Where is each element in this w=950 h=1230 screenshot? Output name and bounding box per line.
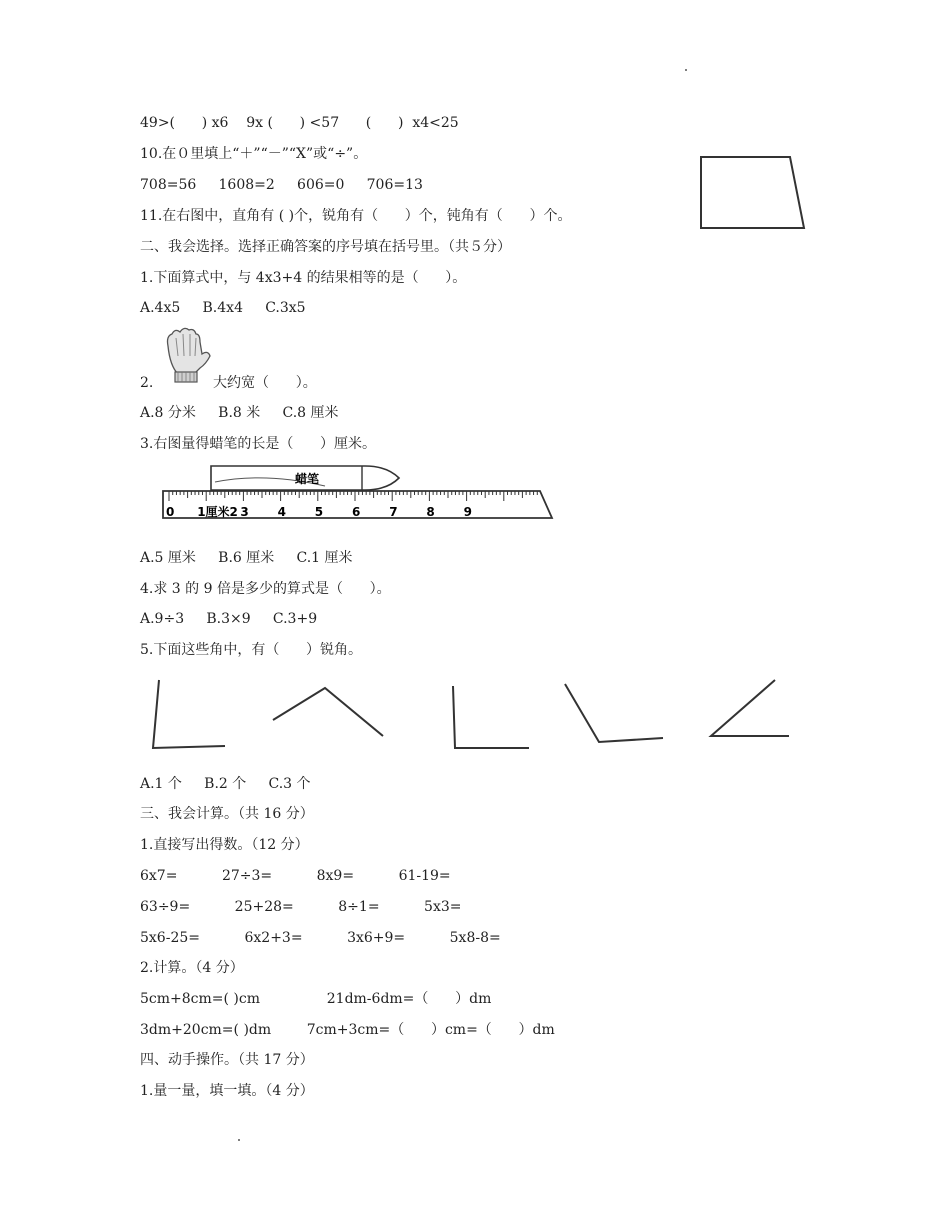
- section-heading: 三、我会计算。（共 16 分）: [140, 806, 314, 822]
- ruler-tick-label: 0: [166, 505, 175, 519]
- text-line: 708=56 1608=2 606=0 706=13: [140, 177, 423, 193]
- text-line: 11.在右图中，直角有 ( )个，锐角有（ ）个，钝角有（ ）个。: [140, 208, 572, 224]
- ruler-tick-label: 7: [389, 505, 398, 519]
- question-number: 2.: [140, 375, 154, 391]
- speck: [238, 1139, 240, 1141]
- question: 1.下面算式中，与 4x3+4 的结果相等的是（ ）。: [140, 270, 467, 286]
- ruler: [163, 491, 552, 519]
- question: 1.量一量，填一填。（4 分）: [140, 1083, 314, 1099]
- calc-row: 6x7= 27÷3= 8x9= 61-19=: [140, 868, 451, 884]
- text-line: 49>( ) x6 9x ( ) <57 ( ) x4<25: [140, 115, 459, 131]
- glove-icon: [160, 326, 212, 384]
- crayon-label: 蜡笔: [295, 472, 320, 486]
- calc-row: 3dm+20cm=( )dm 7cm+3cm=（ ）cm=（ ）dm: [140, 1022, 555, 1038]
- question: 4.求 3 的 9 倍是多少的算式是（ ）。: [140, 581, 391, 597]
- question: 2.计算。（4 分）: [140, 960, 244, 976]
- question: 5.下面这些角中，有（ ）锐角。: [140, 642, 363, 658]
- right-angle-1: [153, 680, 225, 748]
- calc-row: 5cm+8cm=( )cm 21dm-6dm=（ ）dm: [140, 991, 492, 1007]
- calc-row: 63÷9= 25+28= 8÷1= 5x3=: [140, 899, 462, 915]
- section-heading: 二、我会选择。选择正确答案的序号填在括号里。（共５分）: [140, 239, 511, 255]
- obtuse-angle-1: [273, 688, 383, 736]
- ruler-tick-label: 1厘米2: [197, 505, 238, 519]
- trapezoid-figure: [695, 152, 810, 234]
- ruler-tick-label: 8: [426, 505, 435, 519]
- ruler-tick-label: 5: [314, 505, 324, 519]
- answer-options: A.8 分米 B.8 米 C.8 厘米: [140, 405, 339, 421]
- ruler-figure: [155, 460, 560, 530]
- calc-row: 5x6-25= 6x2+3= 3x6+9= 5x8-8=: [140, 930, 501, 946]
- question: 大约宽（ ）。: [213, 375, 317, 391]
- answer-options: A.9÷3 B.3×9 C.3+9: [140, 611, 318, 627]
- obtuse-angle-2: [565, 684, 663, 742]
- acute-angle-1: [711, 680, 789, 736]
- speck: [685, 69, 687, 71]
- crayon: [211, 466, 399, 490]
- answer-options: A.1 个 B.2 个 C.3 个: [140, 776, 311, 792]
- ruler-labels: [166, 504, 472, 519]
- ruler-tick-label: 4: [277, 505, 286, 519]
- answer-options: A.4x5 B.4x4 C.3x5: [140, 300, 306, 316]
- section-heading: 四、动手操作。（共 17 分）: [140, 1052, 314, 1068]
- right-angle-2: [453, 686, 529, 748]
- ruler-tick-label: 9: [463, 505, 472, 519]
- text-line: 10.在０里填上“＋”“－”“X”或“÷”。: [140, 146, 368, 162]
- ruler-tick-label: 3: [240, 505, 249, 519]
- question: 1.直接写出得数。（12 分）: [140, 837, 309, 853]
- answer-options: A.5 厘米 B.6 厘米 C.1 厘米: [140, 550, 353, 566]
- question: 3.右图量得蜡笔的长是（ ）厘米。: [140, 436, 377, 452]
- ruler-tick-label: 6: [352, 505, 361, 519]
- angles-figure: [145, 672, 795, 757]
